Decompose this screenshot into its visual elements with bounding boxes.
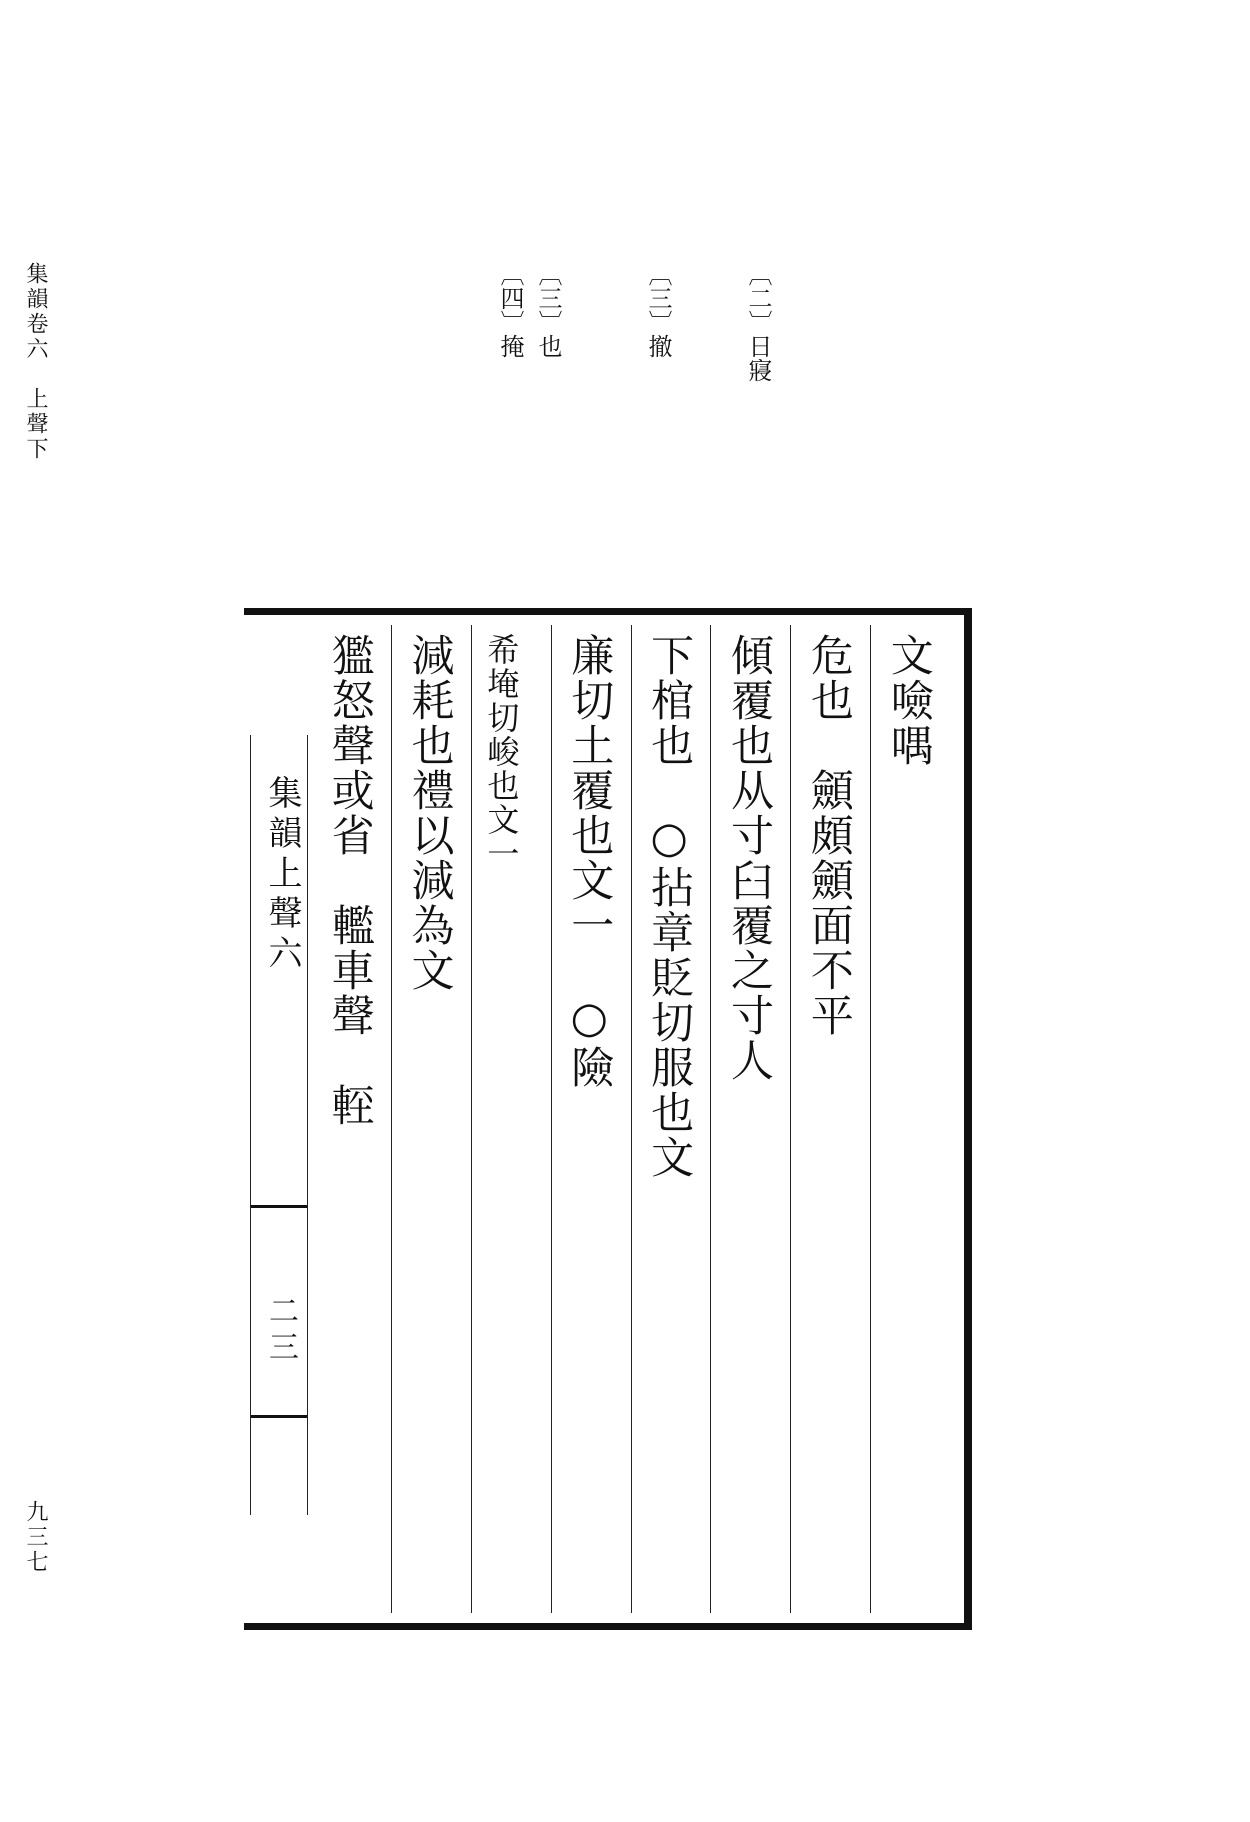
text-column [312, 625, 391, 1613]
text-column [790, 625, 870, 1613]
text-columns [312, 625, 950, 1613]
text-column [551, 625, 631, 1613]
collation-note: 〔三〕也 [534, 262, 562, 358]
page-number: 九三七 [23, 1500, 48, 1575]
fishtail-divider [251, 1205, 307, 1208]
fishtail-label: 集韻上聲六 [262, 775, 302, 975]
column-text: 希埯切峻也文一 [482, 633, 521, 871]
text-column [391, 625, 471, 1613]
column-text: 廉切土覆也文一 ○險 [564, 633, 615, 1090]
leaf-number: 二三 [263, 1295, 298, 1367]
fishtail-divider [251, 1415, 307, 1418]
column-text: 危也 顩頗顩面不平 [803, 633, 854, 1038]
collation-note: 〔四〕掩 [496, 262, 524, 358]
fishtail-margin [250, 735, 308, 1515]
column-text: 減耗也禮以減為文 [404, 633, 455, 993]
collation-notes [470, 262, 770, 462]
collation-note: 〔三〕撤 [644, 262, 672, 358]
collation-note: 〔二〕日寢 [744, 262, 772, 382]
column-text: 下棺也 ○拈章貶切服也文 [644, 633, 695, 1180]
text-block [244, 608, 972, 1630]
text-column [870, 625, 950, 1613]
text-column [471, 625, 551, 1613]
text-column [631, 625, 711, 1613]
column-text: 㺝怒聲或省 轞車聲 䡖 [324, 633, 375, 1128]
column-text: 文噞喁 [883, 633, 934, 768]
book-title: 集韻卷六 上聲下 [23, 262, 48, 462]
column-text: 傾覆也从寸臼覆之寸人 [724, 633, 775, 1083]
text-column [710, 625, 790, 1613]
